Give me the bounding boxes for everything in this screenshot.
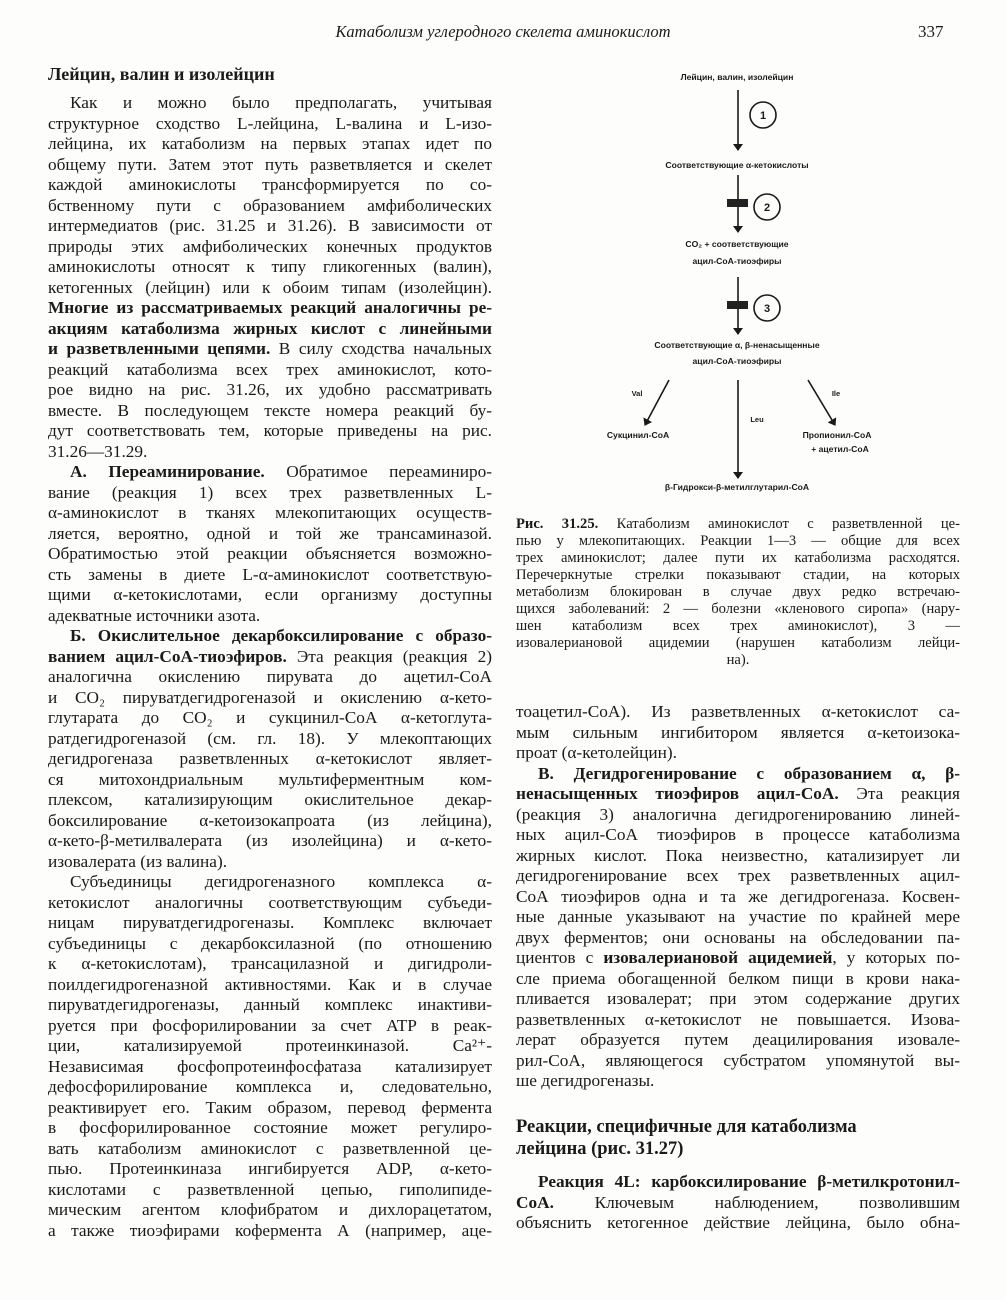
- text-line: [516, 1172, 960, 1193]
- text-line: в фосфорилированное состояние может регулиро-: [48, 1118, 492, 1137]
- text-line: боксилирование α-кетоизокапроата (из лейцина),: [48, 810, 492, 830]
- text-line: изовалерата (из валина).: [48, 851, 228, 871]
- text-line: [48, 626, 492, 647]
- text-line: глутарата до CO₂ и сукцинил-СоА α-кетоглута-: [48, 708, 492, 727]
- text-line: вать катаболизм аминокислот с разветвленной це-: [48, 1138, 492, 1158]
- section-heading-line-2: лейцина (рис. 31.27): [516, 1139, 684, 1159]
- text-line: субъединицы с декарбоксилазной (по отношению: [48, 933, 492, 953]
- arrow-val: [645, 380, 669, 425]
- block-bar-step-2: [727, 199, 748, 207]
- text-line: общему пути. Затем этот путь разветвляется и скелет: [48, 154, 492, 174]
- propionyl-coa-label: Пропионил-СоА: [802, 430, 872, 440]
- right-column-body: [516, 702, 960, 1092]
- page-number: 337: [918, 22, 944, 41]
- text-line: объяснить кетогенное действие лейцина, было обна-: [516, 1213, 960, 1232]
- text-line: дегидрогенирование всех трех разветвленных ацил-: [516, 866, 960, 885]
- text-line: рое видно на рис. 31.26, их удобно рассматривать: [48, 380, 492, 399]
- step-2-number: 2: [763, 202, 771, 214]
- text-line: ся митохондриальным мультиферментным ком-: [48, 769, 492, 789]
- paragraph: [516, 1172, 960, 1234]
- text-line: ратдегидрогеназой (см. гл. 18). У млекоптающих: [48, 728, 492, 748]
- text-line: α-аминокислот в тканях млекопитающих осуществ-: [48, 503, 492, 522]
- text-line: циентов с изовалериановой ацидемией, у которых по-: [516, 948, 960, 967]
- running-head: Катаболизм углеродного скелета аминокислот: [335, 22, 671, 41]
- text-line: [48, 319, 492, 340]
- text-line: интермедиатов (рис. 31.25 и 31.26). В зависимости от: [48, 216, 492, 235]
- section-heading-leucine-valine-isoleucine: Лейцин, валин и изолейцин: [48, 64, 275, 84]
- text-line: [516, 764, 960, 785]
- text-line: двух ферментов; они основаны на обследовании па-: [516, 927, 960, 947]
- text-line: дут соответствовать тем, которые приведены на рис.: [48, 421, 492, 440]
- co2-acyl-coa-label: CO₂ + соответствующие: [685, 239, 789, 249]
- val-label: Val: [631, 389, 643, 398]
- text-line: сть замены в диете L-α-аминокислот соответствую-: [48, 564, 492, 584]
- paragraph: [516, 702, 960, 764]
- text-line: мым сильным ингибитором является α-кетоизока-: [516, 722, 960, 742]
- figure-caption: [516, 516, 960, 669]
- text-line: аналогична окислению пирувата до ацетил-СоА: [48, 667, 492, 686]
- text-line: реакций катаболизма всех трех аминокислот, кото-: [48, 359, 492, 379]
- text-line: ше дегидрогеназы.: [516, 1071, 655, 1090]
- ile-label: Ile: [831, 389, 841, 398]
- text-line: кетокислот аналогичны соответствующим субъеди-: [48, 892, 492, 912]
- text-line: и разветвленными цепями. В силу сходства начальных: [48, 339, 492, 358]
- text-line: Как и можно было предполагать, учитывая: [70, 93, 492, 112]
- left-column-body: [48, 93, 492, 1241]
- text-line: (реакция 3) аналогична дегидрогенированию линей-: [516, 804, 960, 824]
- bold-run: акциям катаболизма жирных кислот с линейными: [48, 318, 492, 338]
- bold-run: Реакция 4L: карбоксилирование β-метилкротонил-: [538, 1172, 960, 1191]
- text-line: ции, катализируемой протеинкиназой. Ca²⁺-: [48, 1036, 492, 1055]
- text-line: ных ацил-СоА тиоэфиров в процессе катаболизма: [516, 825, 960, 844]
- text-line: СоА тиоэфиров одна и та же дегидрогеназа. Косвен-: [516, 886, 960, 906]
- bold-run: СоА.: [516, 1192, 554, 1212]
- text-line: лерат образуется путем деацилирования изовале-: [516, 1030, 960, 1049]
- bold-run: Многие из рассматриваемых реакций аналогичны ре-: [48, 298, 492, 317]
- text-line: СоА. Ключевым наблюдением, позволившим: [516, 1192, 960, 1212]
- text-line: поилдегидрогеназной активностями. Как и в случае: [48, 974, 492, 994]
- text-line: мическим агентом клофибратом и дихлорацетатом,: [48, 1200, 492, 1219]
- paragraph: [48, 462, 492, 626]
- right-column-body-continued: [516, 1172, 960, 1234]
- text-line: Независимая фосфопротеинфосфатаза катализирует: [48, 1056, 492, 1076]
- text-line: [48, 298, 492, 319]
- text-line: Субъединицы дегидрогеназного комплекса α-: [70, 872, 492, 891]
- text-line: пью. Протеинкиназа ингибируется ADP, α-кето-: [48, 1159, 492, 1178]
- hmg-coa-label: β-Гидрокси-β-метилглутарил-СоА: [664, 482, 810, 492]
- text-line: вание (реакция 1) всех трех разветвленных L-: [48, 482, 492, 502]
- text-line: кислотами с разветвленной цепью, гиполипиде-: [48, 1179, 492, 1199]
- bold-run: изовалериановой ацидемией: [603, 948, 833, 967]
- keto-acids-label: Соответствующие α-кетокислоты: [665, 160, 809, 170]
- text-line: Обратимостью этой реакции объясняется возможно-: [48, 544, 492, 563]
- text-line: лейцина, их катаболизм на первых этапах идет по: [48, 134, 492, 153]
- text-line: к α-кетокислотам), трансацилазной и дигидроли-: [48, 954, 492, 973]
- text-line: щихся заболеваний: 2 — болезни «кленового сиропа» (нару-: [516, 601, 960, 617]
- text-line: изовалериановой ацидемии (нарушен катаболизм лейци-: [516, 635, 960, 651]
- text-line: ляется, вероятно, одной и той же трансаминазой.: [48, 523, 492, 543]
- paragraph: [48, 93, 492, 462]
- acetyl-coa-label: + ацетил-СоА: [811, 444, 869, 454]
- text-line: дегидрогеназа разветвленных α-кетокислот являет-: [48, 749, 492, 768]
- text-line: ненасыщенных тиоэфиров ацил-СоА. Эта реакция: [516, 784, 960, 803]
- diagram-start-label: Лейцин, валин, изолейцин: [680, 72, 794, 82]
- arrow-ile: [808, 380, 835, 425]
- text-line: пливается изовалерат; при этом содержание других: [516, 989, 960, 1008]
- section-heading-line-1: Реакции, специфичные для катаболизма: [516, 1117, 857, 1137]
- paragraph: [48, 626, 492, 872]
- text-line: вместе. В последующем тексте номера реакций бу-: [48, 400, 492, 420]
- bold-run: ненасыщенных тиоэфиров ацил-СоА.: [516, 784, 839, 803]
- bold-run: Б. Окислительное декарбоксилирование с образо-: [70, 626, 492, 645]
- text-line: аминокислоты относят к типу гликогенных (валин),: [48, 257, 492, 276]
- text-line: метаболизм блокирован в случае двух редко встречаю-: [516, 584, 960, 600]
- text-line: тоацетил-СоА). Из разветвленных α-кетокислот са-: [516, 702, 960, 721]
- text-line: на).: [726, 652, 750, 668]
- text-line: плексом, катализирующим окислительное декар-: [48, 790, 492, 809]
- caption-text: [516, 516, 960, 669]
- section-heading-leucine-reactions: [516, 1116, 857, 1160]
- text-line: А. Переаминирование. Обратимое переаминиро-: [70, 462, 492, 481]
- text-line: реактивирует его. Таким образом, перевод фермента: [48, 1097, 492, 1117]
- unsaturated-label: Соответствующие α, β-ненасыщенные: [654, 340, 820, 350]
- text-line: пью у млекопитающих. Реакции 1—3 — общие для всех: [516, 533, 960, 549]
- text-line: руется при фосфорилировании за счет ATP в реак-: [48, 1015, 492, 1035]
- text-line: кетогенных (лейцин) или к обоим типам (изолейцин).: [48, 277, 492, 297]
- text-line: сле приема обогащенной белком пищи в крови нака-: [516, 968, 960, 988]
- text-line: Рис. 31.25. Катаболизм аминокислот с разветвленной це-: [516, 516, 960, 532]
- text-line: шен катаболизм всех трех аминокислот), 3 —: [516, 618, 960, 634]
- text-line: пируватдегидрогеназы, данный комплекс инактиви-: [48, 995, 492, 1014]
- step-3-number: 3: [763, 303, 771, 315]
- text-line: α-кето-β-метилвалерата (из изолейцина) и α-кето-: [48, 831, 492, 850]
- paragraph: [48, 872, 492, 1241]
- block-bar-step-3: [727, 301, 748, 309]
- text-line: ные данные указывают на участие по крайней мере: [516, 907, 960, 926]
- bold-run: А. Переаминирование.: [70, 462, 265, 481]
- text-line: ницам пируватдегидрогеназы. Комплекс включает: [48, 913, 492, 932]
- text-line: бственному пути с образованием амфиболических: [48, 195, 492, 215]
- bold-run: ванием ацил-СоА-тиоэфиров.: [48, 646, 287, 666]
- co2-acyl-coa-label-2: ацил-СоА-тиоэфиры: [692, 256, 782, 266]
- text-line: 31.26—31.29.: [48, 441, 148, 461]
- text-line: и CO₂ пируватдегидрогеназой и окислению α-кето-: [48, 687, 492, 707]
- bold-run: Рис. 31.25.: [516, 516, 599, 532]
- leu-label: Leu: [750, 415, 764, 424]
- bold-run: В. Дегидрогенирование с образованием α, β-: [538, 763, 960, 783]
- text-line: структурное сходство L-лейцина, L-валина и L-изо-: [48, 113, 492, 133]
- text-line: трех аминокислот; далее пути их катаболизма расходятся.: [516, 550, 960, 566]
- bold-run: и разветвленными цепями.: [48, 339, 271, 358]
- text-line: адекватные источники азота.: [48, 605, 261, 625]
- text-line: проат (α-кетолейцин).: [516, 743, 677, 762]
- step-1-number: 1: [759, 110, 767, 122]
- text-line: щими α-кетокислотами, если организму доступны: [48, 585, 492, 604]
- text-line: каждой аминокислоты трансформируется по со-: [48, 175, 492, 194]
- text-line: дефосфорилирование комплекса и, следовательно,: [48, 1077, 492, 1096]
- figure-31-25-diagram: [560, 60, 930, 500]
- text-line: а также тиоэфирами кофермента А (например, аце-: [48, 1220, 492, 1240]
- text-line: ванием ацил-СоА-тиоэфиров. Эта реакция (реакция 2): [48, 646, 492, 666]
- text-line: рил-СоА, являющегося субстратом упомянутой вы-: [516, 1050, 960, 1070]
- text-line: жирных кислот. Пока неизвестно, катализирует ли: [516, 845, 960, 865]
- succinyl-coa-label: Сукцинил-СоА: [606, 430, 670, 440]
- text-line: разветвленных α-кетокислот не повышается. Изова-: [516, 1009, 960, 1029]
- text-line: природы этих амфиболических конечных продуктов: [48, 236, 492, 256]
- paragraph: [516, 764, 960, 1092]
- text-line: Перечеркнутые стрелки показывают стадии, на которых: [516, 567, 960, 583]
- unsaturated-label-2: ацил-СоА-тиоэфиры: [692, 356, 782, 366]
